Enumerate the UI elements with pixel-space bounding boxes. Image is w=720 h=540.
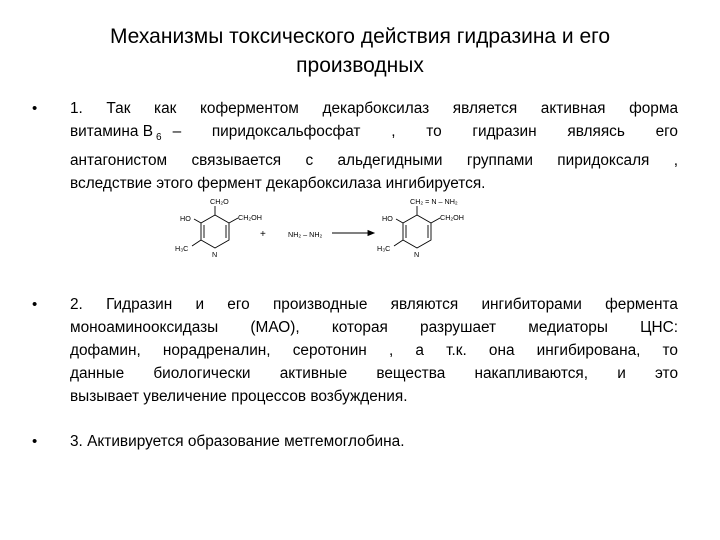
- bullet-text-3: [70, 430, 678, 453]
- vitamin-label: витамина В $_6$: [70, 120, 165, 149]
- product-ho: HO: [382, 214, 393, 223]
- bullet-1-line-2: [70, 120, 678, 149]
- bullet-2-line-2: моноаминооксидазы (МАО), которая разрушает медиаторы ЦНС:: [70, 319, 678, 336]
- bullet-1-line-1: 1. Так как коферментом декарбоксилаз является активная форма: [70, 100, 678, 117]
- bullet-1-line-3: антагонистом связывается с альдегидными группами пиридоксаля ,: [70, 152, 678, 169]
- bullet-1-line-2-rest: – пиридоксальфосфат , то гидразин являясь его: [172, 123, 678, 140]
- bullet-text-2: [70, 293, 678, 408]
- bullet-mark: •: [32, 433, 38, 450]
- title-line-1: Механизмы токсического действия гидразина и его: [109, 25, 611, 48]
- bullet-mark: •: [32, 100, 38, 117]
- product-n: N: [414, 250, 420, 259]
- reactant-top-group: CH₂O: [210, 197, 229, 206]
- title-line-2: производных: [296, 54, 424, 77]
- product-right-group: CH₂OH: [440, 213, 464, 222]
- hydrazine-label: NH₂ – NH₂: [288, 230, 323, 239]
- pyridoxal-structure: [192, 206, 238, 248]
- reactant-n: N: [212, 250, 218, 259]
- bullet-2-line-1: 2. Гидразин и его производные являются ингибиторами фермента: [70, 296, 678, 313]
- reactant-ho: HO: [180, 214, 191, 223]
- bullet-mark: •: [32, 296, 38, 313]
- slide-title: [60, 22, 660, 80]
- reaction-scheme: [170, 193, 490, 275]
- vitamin-subscript: 6: [156, 132, 162, 143]
- product-top-group: CH₂ = N – NH₂: [410, 197, 458, 206]
- bullet-2-line-4: данные биологически активные вещества накапливаются, и это: [70, 365, 678, 382]
- hydrazone-structure: [394, 206, 440, 248]
- reactant-methyl: H₃C: [175, 244, 189, 253]
- bullet-2-line-5: вызывает увеличение процессов возбуждения.: [70, 388, 408, 405]
- plus-sign: +: [260, 229, 266, 240]
- reaction-diagram: [170, 193, 490, 275]
- reactant-right-group: CH₂OH: [238, 213, 262, 222]
- bullet-2-line-3: дофамин, норадреналин, серотонин , а т.к. она ингибирована, то: [70, 342, 678, 359]
- reaction-arrow: [332, 231, 374, 236]
- bullet-text-1: [70, 97, 678, 195]
- bullet-1-line-4: вследствие этого фермент декарбоксилаза ингибируется.: [70, 175, 486, 192]
- bullet-3-line-1: 3. Активируется образование метгемоглобина.: [70, 433, 405, 450]
- product-methyl: H₃C: [377, 244, 391, 253]
